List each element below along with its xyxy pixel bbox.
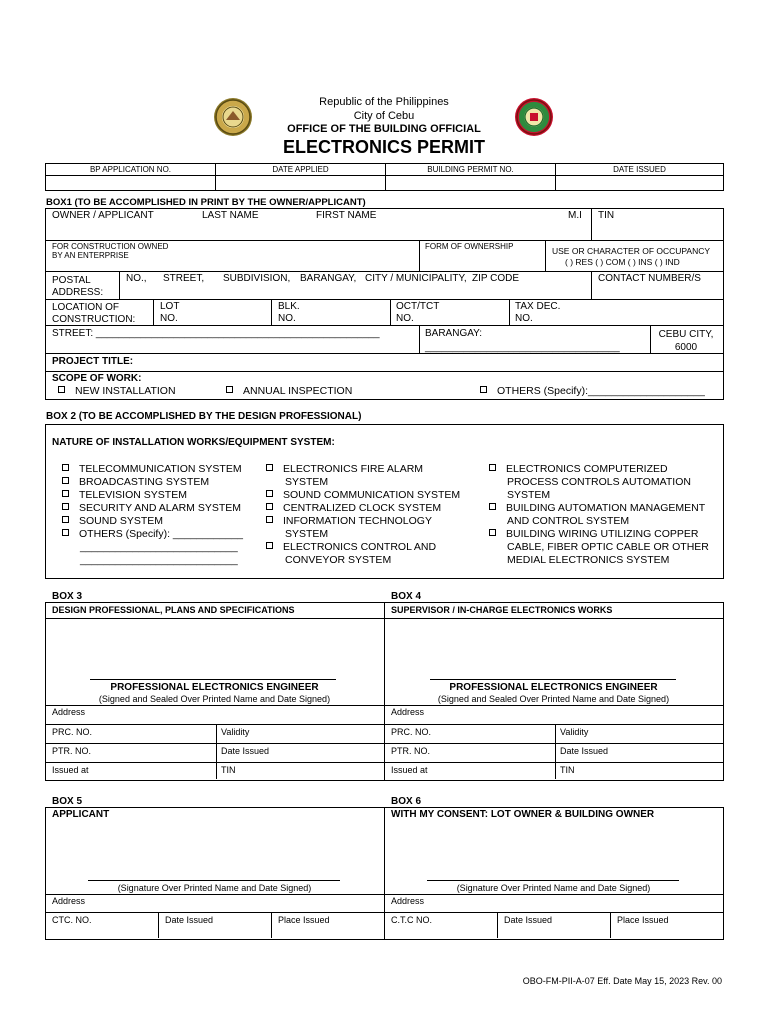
construction-owned-label-2: BY AN ENTERPRISE [52,251,129,260]
box3-title: DESIGN PROFESSIONAL, PLANS AND SPECIFICATIONS [52,605,295,615]
building-automation-cont: AND CONTROL SYSTEM [507,515,630,527]
computerized-process-cont-2: SYSTEM [507,489,551,501]
scope-annual-label: ANNUAL INSPECTION [243,385,353,397]
checkbox-icon[interactable] [489,503,496,510]
item-label: SECURITY AND ALARM SYSTEM [79,502,242,514]
checkbox-icon[interactable] [266,542,273,549]
nature-title: NATURE OF INSTALLATION WORKS/EQUIPMENT SYSTEM: [52,437,335,448]
page-title: ELECTRONICS PERMIT [282,137,485,157]
header-country: Republic of the Philippines [319,96,449,108]
project-title-label: PROJECT TITLE: [52,356,134,367]
tin-label: TIN [598,210,615,221]
header-city: City of Cebu [353,110,415,122]
item-label: TELECOMMUNICATION SYSTEM [79,463,242,475]
broadcasting-system-item[interactable] [62,476,209,489]
box6-label: BOX 6 [391,796,422,807]
centralized-clock-item[interactable] [266,502,441,515]
postal-address-label: POSTAL ADDRESS: [52,275,104,298]
box4-ptr[interactable]: PTR. NO. [391,746,431,756]
first-name-label: FIRST NAME [316,210,377,221]
box5-date-issued[interactable]: Date Issued [165,915,214,925]
box4-title: SUPERVISOR / IN-CHARGE ELECTRONICS WORKS [391,605,613,615]
box4-address[interactable]: Address [391,707,425,717]
item-label: ELECTRONICS COMPUTERIZED [506,463,668,475]
box5-place-issued[interactable]: Place Issued [278,915,330,925]
form-code-footer: OBO-FM-PII-A-07 Eff. Date May 15, 2023 Rev. 00 [522,976,722,986]
building-permit-no-field[interactable] [386,176,556,191]
address-no: NO., [126,273,147,284]
checkbox-icon[interactable] [480,386,487,393]
item-label: OTHERS (Specify): ____________ [79,528,244,540]
others-line-2[interactable]: ___________________________ [80,554,238,566]
address-subdivision: SUBDIVISION, [223,273,291,284]
information-technology-item-cont: SYSTEM [285,528,329,540]
checkbox-icon[interactable] [489,529,496,536]
scope-others[interactable] [480,385,705,398]
location-of-construction-label: LOCATION OF CONSTRUCTION: [52,302,136,325]
box6-address[interactable]: Address [391,896,425,906]
box4-date-issued[interactable]: Date Issued [560,746,609,756]
box2-title: BOX 2 (TO BE ACCOMPLISHED BY THE DESIGN PROFESSIONAL) [46,411,362,422]
last-name-label: LAST NAME [202,210,259,221]
box5-ctc[interactable]: CTC. NO. [52,915,92,925]
mi-label: M.I [568,210,582,221]
checkbox-icon[interactable] [58,386,65,393]
others-specify-item[interactable] [62,528,243,541]
box4-prc[interactable]: PRC. NO. [391,727,432,737]
construction-owned-label-1: FOR CONSTRUCTION OWNED [52,242,169,251]
control-conveyor-item-cont: CONVEYOR SYSTEM [285,554,392,566]
use-character-label: USE OR CHARACTER OF OCCUPANCY [552,246,711,256]
box1-title: BOX1 (TO BE ACCOMPLISHED IN PRINT BY THE OWNER/APPLICANT) [46,197,366,208]
box5-signature-line[interactable] [88,880,340,881]
box3-label: BOX 3 [52,591,83,602]
computerized-process-cont-1: PROCESS CONTROLS AUTOMATION [507,476,691,488]
tax-dec-no-label: TAX DEC. NO. [515,301,561,324]
box4-engineer: PROFESSIONAL ELECTRONICS ENGINEER [449,682,658,693]
checkbox-icon[interactable] [266,503,273,510]
date-applied-field[interactable] [216,176,386,191]
box4-issued-at[interactable]: Issued at [391,765,428,775]
item-label: BROADCASTING SYSTEM [79,476,210,488]
form-of-ownership-label: FORM OF OWNERSHIP [425,242,514,251]
item-label: SOUND SYSTEM [79,515,164,527]
box6-date-issued[interactable]: Date Issued [504,915,553,925]
item-label: CENTRALIZED CLOCK SYSTEM [283,502,442,514]
sound-system-item[interactable] [62,515,163,528]
building-permit-no-header: BUILDING PERMIT NO. [386,164,556,176]
item-label: BUILDING WIRING UTILIZING COPPER [506,528,699,540]
box4-tin[interactable]: TIN [560,765,575,775]
television-system-item[interactable] [62,489,187,502]
box5-title: APPLICANT [52,809,110,820]
checkbox-icon[interactable] [266,490,273,497]
cebu-city-label: CEBU CITY, 6000 [658,329,714,353]
bp-application-no-field[interactable] [46,176,216,191]
box6-place-issued[interactable]: Place Issued [617,915,669,925]
building-wiring-cont-1: CABLE, FIBER OPTIC CABLE OR OTHER [507,541,709,553]
box3-ptr[interactable]: PTR. NO. [52,746,92,756]
box3-tin[interactable]: TIN [221,765,236,775]
security-alarm-system-item[interactable] [62,502,241,515]
checkbox-icon[interactable] [226,386,233,393]
box3-address[interactable]: Address [52,707,86,717]
address-zip: ZIP CODE [472,273,520,284]
box3-signature-line[interactable] [90,679,336,680]
fire-alarm-item-cont: SYSTEM [285,476,329,488]
checkbox-icon[interactable] [62,529,69,536]
box5-label: BOX 5 [52,796,83,807]
street-label[interactable]: STREET: ___________________________________________________ [52,328,380,339]
owner-applicant-label: OWNER / APPLICANT [52,210,154,221]
item-label: INFORMATION TECHNOLOGY [283,515,432,527]
others-line-1[interactable]: ___________________________ [80,541,238,553]
header-office: OFFICE OF THE BUILDING OFFICIAL [287,123,481,135]
computerized-process-item[interactable] [489,463,668,476]
checkbox-icon[interactable] [266,464,273,471]
box6-signed: (Signature Over Printed Name and Date Signed) [456,883,651,893]
building-wiring-item[interactable] [489,528,699,541]
date-issued-field[interactable] [556,176,724,191]
item-label: BUILDING AUTOMATION MANAGEMENT [506,502,706,514]
checkbox-icon[interactable] [62,477,69,484]
control-conveyor-item[interactable] [266,541,436,554]
box4-signed: (Signed and Sealed Over Printed Name and Date Signed) [437,694,670,704]
date-applied-header: DATE APPLIED [216,164,386,176]
box4-label: BOX 4 [391,591,422,602]
permit-number-table [45,163,724,191]
scope-annual-inspection[interactable] [226,385,352,398]
information-technology-item[interactable] [266,515,432,528]
checkbox-icon[interactable] [62,464,69,471]
item-label: ELECTRONICS CONTROL AND [283,541,437,553]
blk-no-label: BLK. NO. [278,301,300,324]
box4-signature-line[interactable] [430,679,676,680]
building-automation-item[interactable] [489,502,705,515]
scope-others-label: OTHERS (Specify):____________________ [497,385,705,397]
box3-engineer: PROFESSIONAL ELECTRONICS ENGINEER [110,682,319,693]
sound-communication-item[interactable] [266,489,460,502]
checkbox-icon[interactable] [62,503,69,510]
lot-no-label: LOT NO. [160,301,180,324]
box6-title: WITH MY CONSENT: LOT OWNER & BUILDING OWNER [391,809,655,820]
address-street: STREET, [163,273,205,284]
fire-alarm-item[interactable] [266,463,423,476]
date-issued-header: DATE ISSUED [556,164,724,176]
checkbox-icon[interactable] [62,516,69,523]
box3-issued-at[interactable]: Issued at [52,765,89,775]
box3-validity[interactable]: Validity [221,727,250,737]
scope-of-work-label: SCOPE OF WORK: [52,373,142,384]
address-barangay: BARANGAY, [300,273,357,284]
box5-signed: (Signature Over Printed Name and Date Signed) [117,883,312,893]
item-label: SOUND COMMUNICATION SYSTEM [283,489,461,501]
checkbox-icon[interactable] [489,464,496,471]
scope-new-installation[interactable] [58,385,176,398]
bp-application-no-header: BP APPLICATION NO. [46,164,216,176]
item-label: TELEVISION SYSTEM [79,489,187,501]
occupancy-options[interactable]: ( ) RES ( ) COM ( ) INS ( ) IND [565,257,680,267]
oct-tct-no-label: OCT/TCT NO. [396,301,440,324]
box6-signature-line[interactable] [427,880,679,881]
item-label: ELECTRONICS FIRE ALARM [283,463,424,475]
checkbox-icon[interactable] [266,516,273,523]
checkbox-icon[interactable] [62,490,69,497]
box6-ctc[interactable]: C.T.C NO. [391,915,433,925]
box3-signed: (Signed and Sealed Over Printed Name and Date Signed) [98,694,331,704]
building-wiring-cont-2: MEDIAL ELECTRONICS SYSTEM [507,554,670,566]
box4-validity[interactable]: Validity [560,727,589,737]
address-city: CITY / MUNICIPALITY, [365,273,467,284]
box3-date-issued[interactable]: Date Issued [221,746,270,756]
box3-prc[interactable]: PRC. NO. [52,727,93,737]
telecom-system-item[interactable] [62,463,242,476]
barangay-label[interactable]: BARANGAY: ___________________________________ [425,328,620,353]
scope-new-label: NEW INSTALLATION [75,385,176,397]
box5-address[interactable]: Address [52,896,86,906]
contact-numbers-label: CONTACT NUMBER/S [598,273,701,284]
